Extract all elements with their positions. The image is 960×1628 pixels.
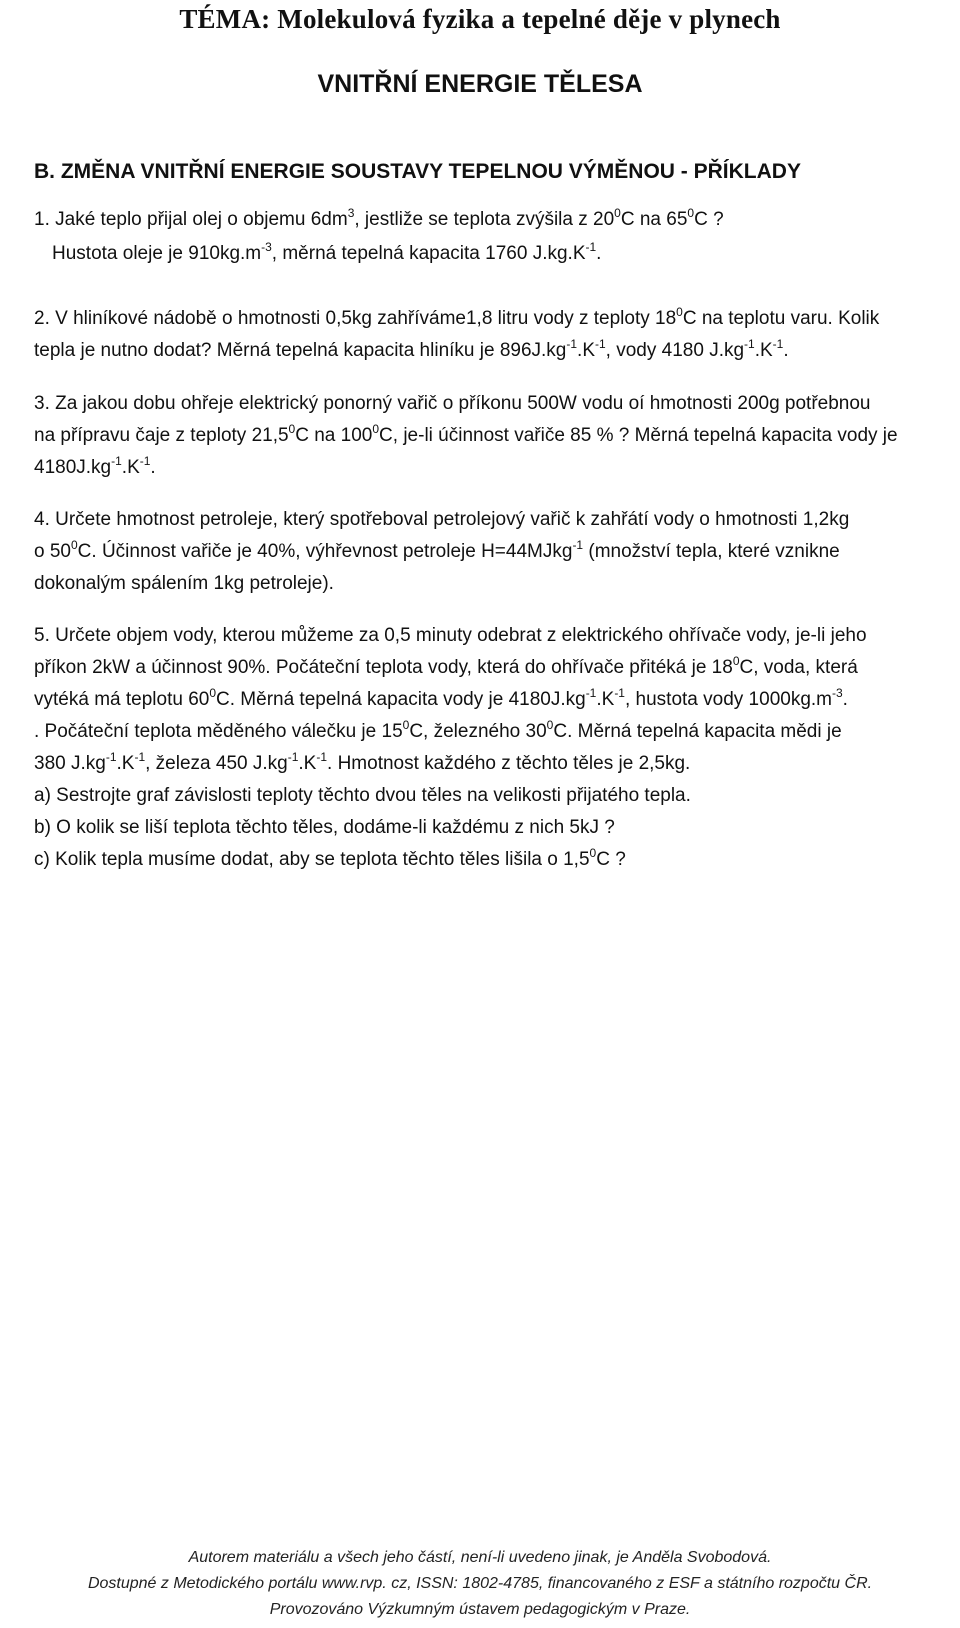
- problem-1-line-1: 1. Jaké teplo přijal olej o objemu $6dm^3$, jestliže se teplota zvýšila z $20^0C$ na $65^0C$ ?: [34, 205, 724, 230]
- problem-5-line-2: příkon 2kW a účinnost 90%. Počáteční teplota vody, která do ohřívače přitéká je $18^0C$, voda, která: [34, 653, 858, 678]
- problem-4-line-2: o $50^0C$. Účinnost vařiče je 40%, výhřevnost petroleje H=44MJkg$^{-1}$ (množství tepla, které vznikne: [34, 537, 840, 562]
- problem-3-line-2: na přípravu čaje z teploty 21,5$^0$C na $100^0C$, je-li účinnost vařiče 85 % ? Měrná tepelná kapacita vody je: [34, 421, 898, 446]
- footer-operator: Provozováno Výzkumným ústavem pedagogickým v Praze.: [269, 1601, 691, 1618]
- footer-source: Dostupné z Metodického portálu www.rvp. cz, ISSN: 1802-4785, financovaného z ESF a státního rozpočtu ČR.: [87, 1575, 873, 1592]
- problem-6-item-a: a) Sestrojte graf závislosti teploty těchto dvou těles na velikosti přijatého tepla.: [34, 785, 691, 806]
- problem-5-line-1: 5. Určete objem vody, kterou můžeme za 0,5 minuty odebrat z elektrického ohřívače vody, je-li jeho: [34, 625, 867, 646]
- problem-4-line-1: 4. Určete hmotnost petroleje, který spotřeboval petrolejový vařič k zahřátí vody o hmotnosti 1,2kg: [34, 509, 850, 530]
- problem-3-line-3: $4180J.kg^{-1}.K^{-1}$.: [34, 453, 156, 478]
- problem-6-item-c: c) Kolik tepla musíme dodat, aby se teplota těchto těles lišila o $1,5^0C$ ?: [34, 845, 626, 870]
- problem-5-line-3: vytéká má teplotu $60^0C$. Měrná tepelná kapacita vody je $4180J.kg^{-1}.K^{-1}$, hustota vody $1000kg.m^{-3}$.: [34, 685, 848, 710]
- problem-3-line-1: 3. Za jakou dobu ohřeje elektrický ponorný vařič o příkonu 500W vodu oí hmotnosti 200g potřebnou: [34, 393, 871, 414]
- document-subtitle: VNITŘNÍ ENERGIE TĚLESA: [317, 70, 643, 98]
- section-heading: B. ZMĚNA VNITŘNÍ ENERGIE SOUSTAVY TEPELNOU VÝMĚNOU - PŘÍKLADY: [34, 160, 801, 183]
- problem-6-line-2: 380 $J.kg^{-1}.K^{-1}$, železa 450 $J.kg^{-1}.K^{-1}$. Hmotnost každého z těchto těles je 2,5kg.: [34, 749, 691, 774]
- problem-6-line-1: . Počáteční teplota měděného válečku je $15^0C$, železného $30^0C$. Měrná tepelná kapacita mědi je: [34, 717, 842, 742]
- problem-4-line-3: dokonalým spálením 1kg petroleje).: [34, 573, 334, 594]
- problem-6-item-b: b) O kolik se liší teplota těchto těles, dodáme-li každému z nich 5kJ ?: [34, 817, 615, 838]
- problem-1-line-2: Hustota oleje je $910kg.m^{-3}$, měrná tepelná kapacita 1760 $J.kg.K^{-1}$.: [52, 239, 602, 264]
- footer-author: Autorem materiálu a všech jeho částí, není-li uvedeno jinak, je Anděla Svobodová.: [188, 1549, 772, 1566]
- problem-2-line-2: tepla je nutno dodat? Měrná tepelná kapacita hliníku je $896J.kg^{-1}.K^{-1}$, vody 4180 $J.kg^{-1}.K^{-1}$.: [34, 336, 789, 361]
- problem-2-line-1: 2. V hliníkové nádobě o hmotnosti 0,5kg zahříváme1,8 litru vody z teploty $18^0C$ na teplotu varu. Kolik: [34, 304, 880, 329]
- document-title: TÉMA: Molekulová fyzika a tepelné děje v plynech: [179, 4, 781, 34]
